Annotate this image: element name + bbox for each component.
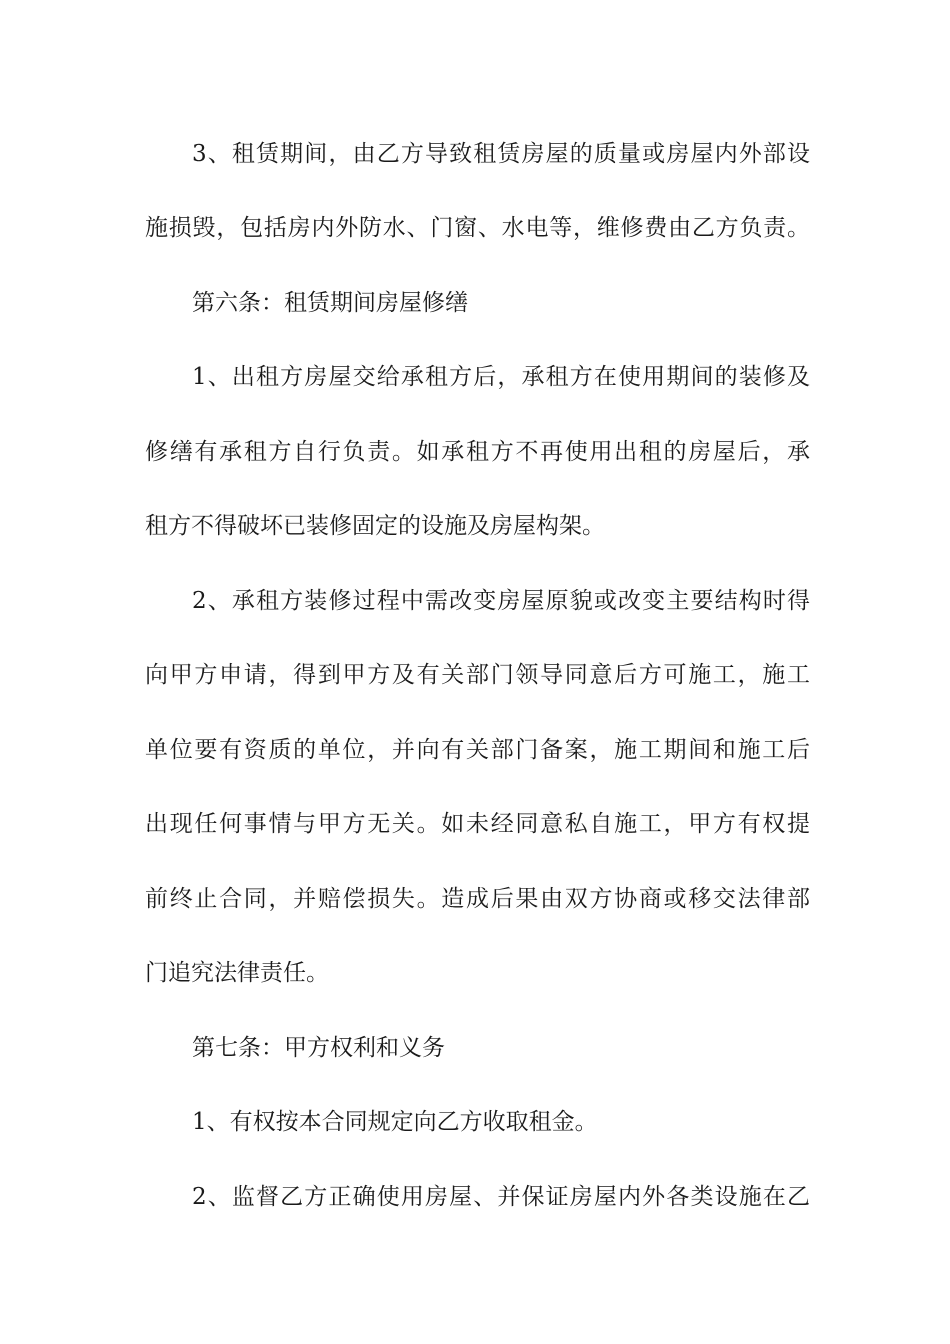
article-6-item-2-line-4: 出现任何事情与甲方无关。如未经同意私自施工，甲方有权提 xyxy=(145,811,810,837)
article-6-item-2-line-1: 2、承租方装修过程中需改变房屋原貌或改变主要结构时得 xyxy=(192,588,810,614)
paragraph-3-line-1: 3、租赁期间，由乙方导致租赁房屋的质量或房屋内外部设 xyxy=(192,141,810,167)
article-6-item-2-line-5: 前终止合同，并赔偿损失。造成后果由双方协商或移交法律部 xyxy=(145,886,810,912)
paragraph-3-line-2: 施损毁，包括房内外防水、门窗、水电等，维修费由乙方负责。 xyxy=(145,215,810,241)
article-7-item-1: 1、有权按本合同规定向乙方收取租金。 xyxy=(192,1109,598,1135)
article-6-heading: 第六条：租赁期间房屋修缮 xyxy=(192,290,468,316)
article-6-item-2-line-6: 门追究法律责任。 xyxy=(145,960,329,986)
article-7-heading: 第七条：甲方权利和义务 xyxy=(192,1035,445,1061)
article-6-item-1-line-3: 租方不得破坏已装修固定的设施及房屋构架。 xyxy=(145,513,605,539)
article-6-item-2-line-2: 向甲方申请，得到甲方及有关部门领导同意后方可施工，施工 xyxy=(145,662,810,688)
article-6-item-1-line-1: 1、出租方房屋交给承租方后，承租方在使用期间的装修及 xyxy=(192,364,810,390)
article-6-item-2-line-3: 单位要有资质的单位，并向有关部门备案，施工期间和施工后 xyxy=(145,737,810,763)
article-6-item-1-line-2: 修缮有承租方自行负责。如承租方不再使用出租的房屋后，承 xyxy=(145,439,810,465)
article-7-item-2-line-1: 2、监督乙方正确使用房屋、并保证房屋内外各类设施在乙 xyxy=(192,1184,810,1210)
